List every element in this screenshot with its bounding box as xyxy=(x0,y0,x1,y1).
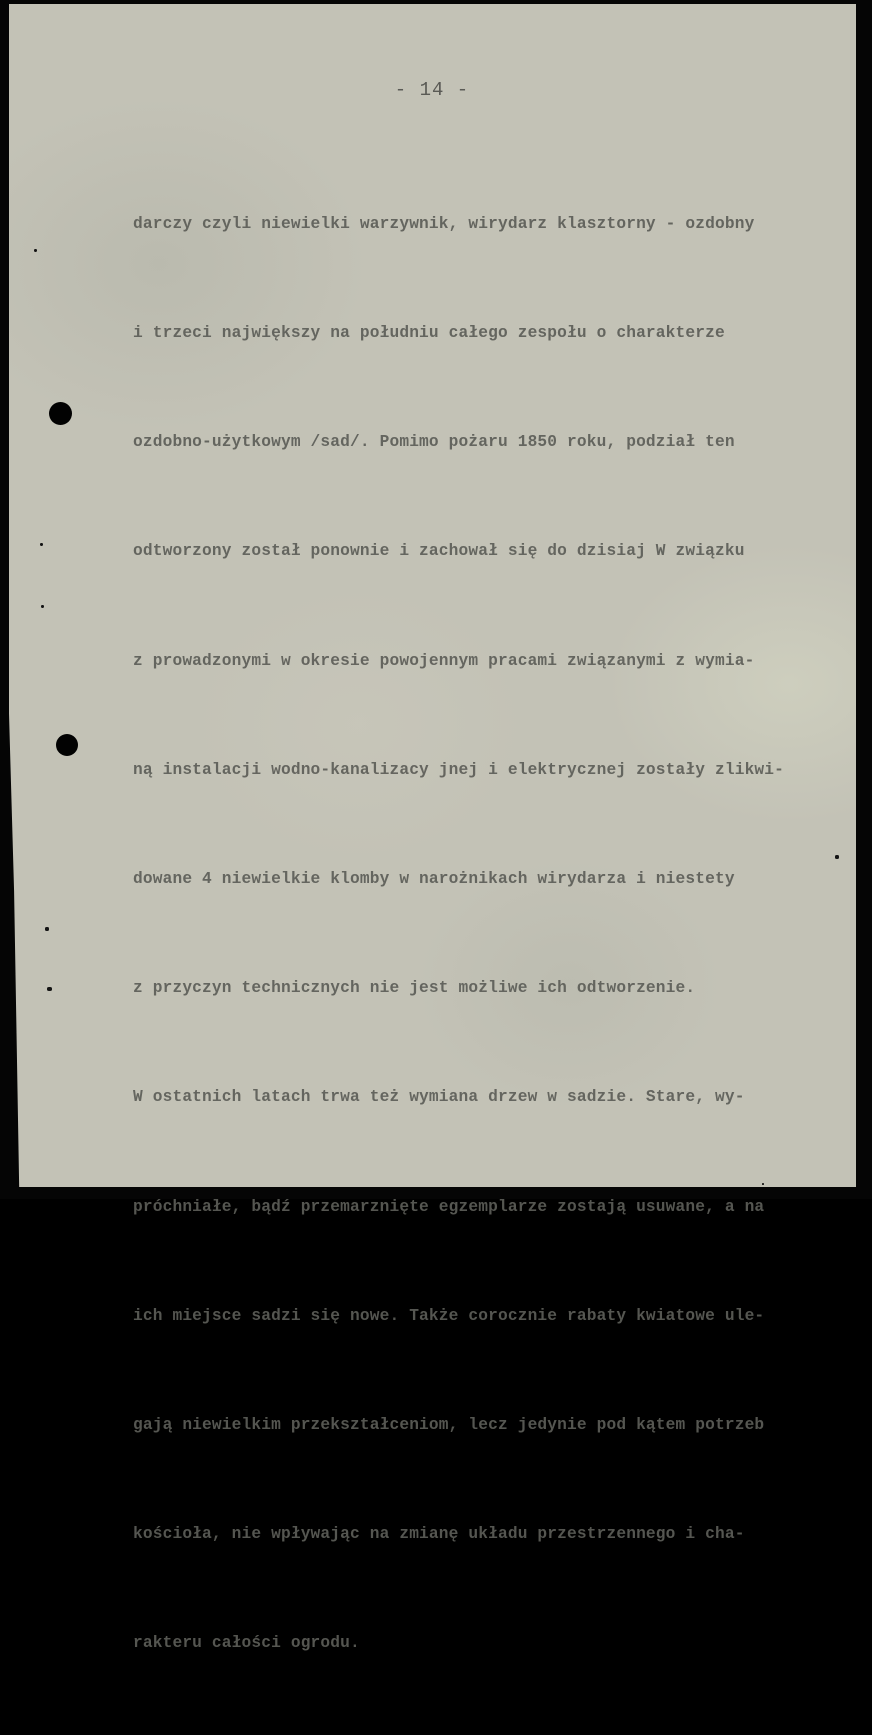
speck-mark xyxy=(47,987,52,991)
text-line: rakteru całości ogrodu. xyxy=(133,1634,360,1653)
text-line: z prowadzonymi w okresie powojennym pracami związanymi z wymia- xyxy=(133,651,755,670)
text-line: dowane 4 niewielkie klomby w narożnikach wirydarza i niestety xyxy=(133,870,735,889)
page-number: - 14 - xyxy=(394,79,470,101)
speck-mark xyxy=(40,543,43,546)
speck-mark xyxy=(45,927,49,931)
text-line: ną instalacji wodno-kanalizacy jnej i elektrycznej zostały zlikwi- xyxy=(133,760,785,779)
text-line: ozdobno-użytkowym /sad/. Pomimo pożaru 1850 roku, podział ten xyxy=(133,433,735,452)
speck-mark xyxy=(41,605,44,608)
punch-hole-icon xyxy=(49,402,72,425)
text-line: W ostatnich latach trwa też wymiana drzew w sadzie. Stare, wy- xyxy=(133,1088,745,1107)
text-line: darczy czyli niewielki warzywnik, wirydarz klasztorny - ozdobny xyxy=(133,214,755,233)
punch-hole-icon xyxy=(56,734,78,756)
text-line: próchniałe, bądź przemarznięte egzemplarze zostają usuwane, a na xyxy=(133,1197,765,1216)
text-line: ich miejsce sadzi się nowe. Także corocznie rabaty kwiatowe ule- xyxy=(133,1306,765,1325)
text-line: i trzeci największy na południu całego zespołu o charakterze xyxy=(133,324,725,343)
typewritten-body xyxy=(133,133,853,1735)
text-line: gają niewielkim przekształceniom, lecz jedynie pod kątem potrzeb xyxy=(133,1416,765,1435)
speck-mark xyxy=(835,855,839,859)
speck-mark xyxy=(762,1183,764,1185)
speck-mark xyxy=(34,249,37,252)
text-line: kościoła, nie wpływając na zmianę układu przestrzennego i cha- xyxy=(133,1525,745,1544)
text-line: odtworzony został ponownie i zachował się do dzisiaj W związku xyxy=(133,542,745,561)
text-line: z przyczyn technicznych nie jest możliwe ich odtworzenie. xyxy=(133,979,696,998)
